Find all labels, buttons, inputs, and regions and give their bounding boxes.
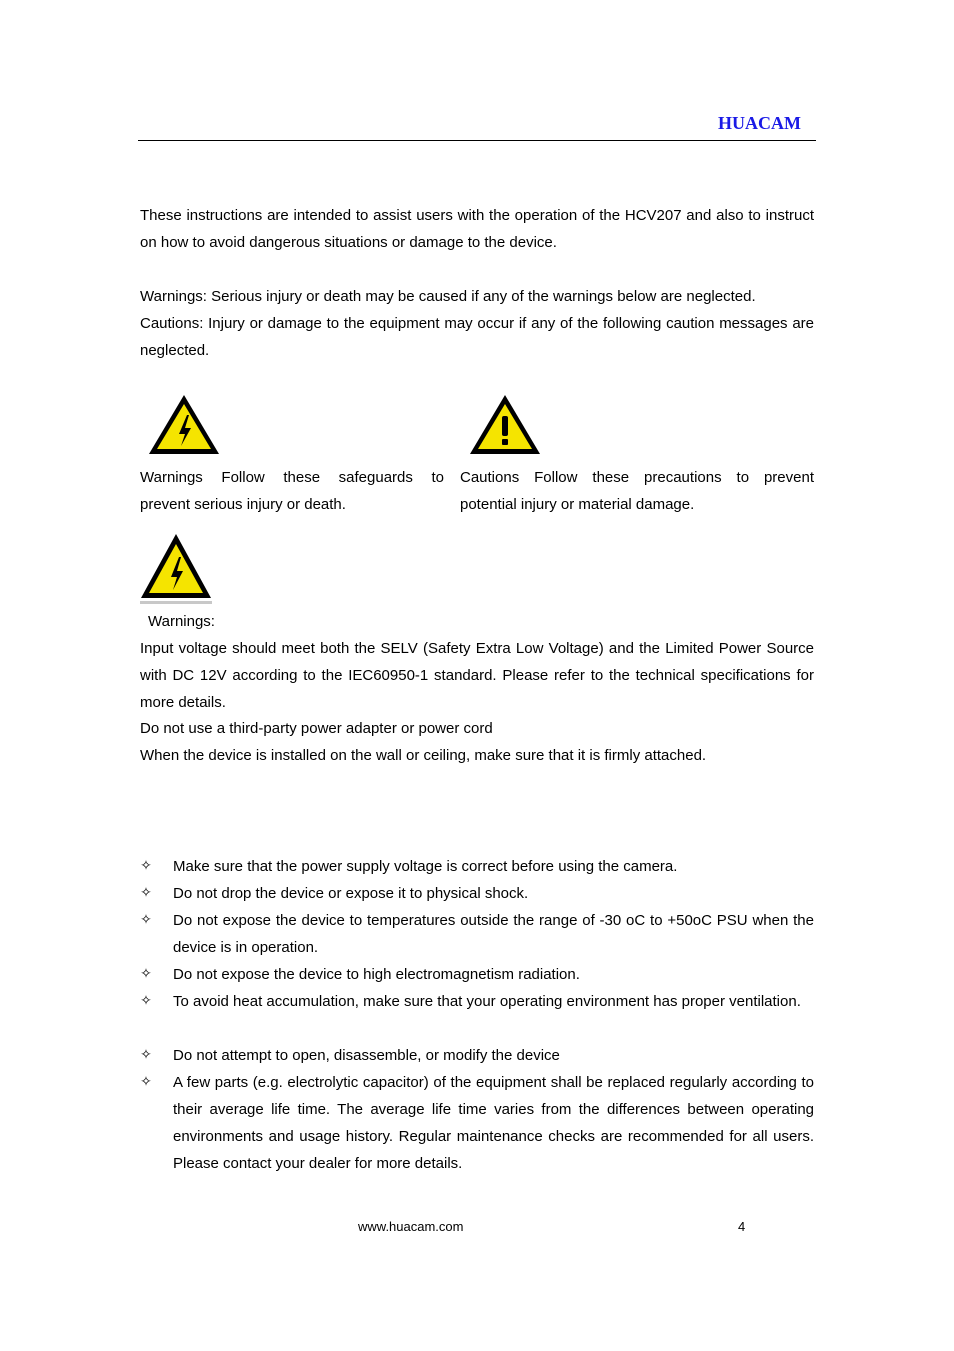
high-voltage-warning-icon	[146, 392, 222, 458]
bullet-icon: ✧	[140, 912, 152, 928]
list-item: A few parts (e.g. electrolytic capacitor) of the equipment shall be replaced regularly according to their average life time. The average life time varies from the differences between operating environments and usage history. Regular maintenance checks are recommended for all users. Please contact your dealer for more details.	[173, 1074, 814, 1172]
list-item: To avoid heat accumulation, make sure that your operating environment has proper ventilation.	[173, 993, 801, 1010]
caution-legend-line1: Cautions Follow these precautions to prevent	[460, 469, 814, 486]
high-voltage-warning-icon	[138, 532, 214, 606]
exclamation-caution-icon	[467, 392, 543, 458]
warning-legend-line1: Warnings Follow these safeguards to	[140, 469, 444, 486]
warning-legend-line2: prevent serious injury or death.	[140, 496, 346, 513]
bullet-icon: ✧	[140, 966, 152, 982]
footer-website: www.huacam.com	[358, 1219, 464, 1234]
warnings-heading: Warnings:	[148, 613, 215, 630]
warnings-notice: Warnings: Serious injury or death may be caused if any of the warnings below are neglected.	[140, 288, 756, 305]
page-number: 4	[738, 1219, 746, 1234]
bullet-icon: ✧	[140, 1047, 152, 1063]
mounting-warning: When the device is installed on the wall or ceiling, make sure that it is firmly attached.	[140, 747, 707, 764]
voltage-warning: Input voltage should meet both the SELV (Safety Extra Low Voltage) and the Limited Power Source with DC 12V according to the IEC60950-1 standard. Please refer to the technical specifications for more details.	[140, 640, 814, 711]
caution-legend-line2: potential injury or material damage.	[460, 496, 695, 513]
bullet-icon: ✧	[140, 1074, 152, 1090]
bullet-icon: ✧	[140, 885, 152, 901]
list-item: Do not drop the device or expose it to physical shock.	[173, 885, 529, 902]
list-item: Do not expose the device to temperatures outside the range of -30 oC to +50oC PSU when the device is in operation.	[173, 912, 814, 956]
bullet-icon: ✧	[140, 858, 152, 874]
intro-paragraph: These instructions are intended to assist users with the operation of the HCV207 and also to instruct on how to avoid dangerous situations or damage to the device.	[140, 207, 814, 251]
list-item: Do not expose the device to high electromagnetism radiation.	[173, 966, 580, 983]
cautions-notice: Cautions: Injury or damage to the equipment may occur if any of the following caution messages are neglected.	[140, 315, 814, 359]
brand-logo-text: HUACAM	[718, 113, 801, 133]
list-item: Do not attempt to open, disassemble, or modify the device	[173, 1047, 560, 1064]
header-rule	[138, 140, 816, 141]
list-item: Make sure that the power supply voltage is correct before using the camera.	[173, 858, 678, 875]
adapter-warning: Do not use a third-party power adapter or power cord	[140, 720, 493, 737]
bullet-icon: ✧	[140, 993, 152, 1009]
